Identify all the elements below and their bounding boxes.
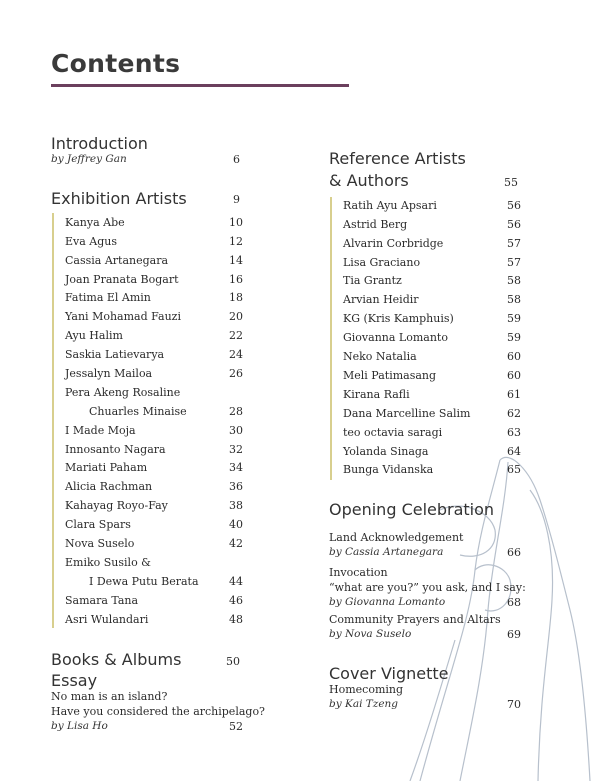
- list-item-page: 26: [229, 367, 243, 380]
- list-item: Cassia Artanegara: [65, 254, 169, 267]
- list-item: Innosanto Nagara: [65, 443, 166, 456]
- list-item: Arvian Heidir: [343, 293, 419, 306]
- list-item: KG (Kris Kamphuis): [343, 312, 454, 325]
- exhibition-accent-bar: [52, 213, 54, 628]
- list-item: Clara Spars: [65, 518, 131, 531]
- list-item: Fatima El Amin: [65, 291, 151, 304]
- essay-page: 52: [229, 720, 243, 733]
- title-rule: [51, 84, 349, 87]
- list-item: Tia Grantz: [343, 274, 402, 287]
- essay-author: by Lisa Ho: [51, 720, 108, 732]
- list-item: Yolanda Sinaga: [343, 445, 429, 458]
- exhibition-page: 9: [233, 193, 240, 206]
- invocation-title: Invocation: [329, 566, 388, 579]
- list-item-page: 30: [229, 424, 243, 437]
- essay-title-line-1: No man is an island?: [51, 690, 168, 703]
- page-title: Contents: [51, 49, 181, 78]
- list-item-page: 34: [229, 461, 243, 474]
- community-prayers-author: by Nova Suselo: [329, 628, 412, 640]
- list-item-page: 44: [229, 575, 243, 588]
- list-item: Emiko Susilo &: [65, 556, 151, 569]
- list-item-page: 16: [229, 273, 243, 286]
- list-item: Joan Pranata Bogart: [65, 273, 179, 286]
- cover-vignette-title: Homecoming: [329, 683, 404, 696]
- list-item-page: 48: [229, 613, 243, 626]
- list-item-page: 20: [229, 310, 243, 323]
- list-item: Dana Marcelline Salim: [343, 407, 471, 420]
- list-item-page: 63: [507, 426, 521, 439]
- list-item-page: 57: [507, 256, 521, 269]
- list-item: Jessalyn Mailoa: [65, 367, 153, 380]
- section-heading-reference-artists: Reference Artists: [329, 149, 466, 168]
- figure-sketch-illustration: [380, 440, 606, 781]
- community-prayers-title: Community Prayers and Altars: [329, 613, 501, 626]
- list-item-page: 60: [507, 350, 521, 363]
- section-heading-books-albums: Books & Albums: [51, 650, 182, 669]
- list-item-page: 60: [507, 369, 521, 382]
- list-item: Lisa Graciano: [343, 256, 421, 269]
- list-item: Ayu Halim: [65, 329, 123, 342]
- list-item-page: 36: [229, 480, 243, 493]
- list-item-page: 58: [507, 274, 521, 287]
- list-item-page: 18: [229, 291, 243, 304]
- list-item: Alvarin Corbridge: [343, 237, 444, 250]
- list-item: Kahayag Royo-Fay: [65, 499, 168, 512]
- list-item-page: 62: [507, 407, 521, 420]
- invocation-author: by Giovanna Lomanto: [329, 596, 446, 608]
- list-item: Asri Wulandari: [65, 613, 149, 626]
- list-item: Mariati Paham: [65, 461, 148, 474]
- list-item-page: 56: [507, 218, 521, 231]
- list-item-page: 59: [507, 331, 521, 344]
- list-item: Saskia Latievarya: [65, 348, 165, 361]
- section-heading-cover-vignette: Cover Vignette: [329, 664, 449, 683]
- list-item: Meli Patimasang: [343, 369, 437, 382]
- list-item: Kirana Rafli: [343, 388, 410, 401]
- list-item: Alicia Rachman: [65, 480, 153, 493]
- list-item-page: 10: [229, 216, 243, 229]
- intro-author: by Jeffrey Gan: [51, 153, 127, 165]
- land-acknowledgement-page: 66: [507, 546, 521, 559]
- list-item-page: 42: [229, 537, 243, 550]
- invocation-page: 68: [507, 596, 521, 609]
- list-item-page: 61: [507, 388, 521, 401]
- list-item-page: 22: [229, 329, 243, 342]
- community-prayers-page: 69: [507, 628, 521, 641]
- list-item: Neko Natalia: [343, 350, 417, 363]
- list-item: teo octavia saragi: [343, 426, 443, 439]
- list-item: Ratih Ayu Apsari: [343, 199, 437, 212]
- list-item-page: 57: [507, 237, 521, 250]
- cover-vignette-page: 70: [507, 698, 521, 711]
- list-item: Chuarles Minaise: [89, 405, 187, 418]
- reference-accent-bar: [330, 197, 332, 480]
- list-item: I Made Moja: [65, 424, 136, 437]
- list-item: Giovanna Lomanto: [343, 331, 448, 344]
- list-item-page: 28: [229, 405, 243, 418]
- list-item-page: 38: [229, 499, 243, 512]
- list-item: Eva Agus: [65, 235, 118, 248]
- section-heading-exhibition-artists: Exhibition Artists: [51, 189, 187, 208]
- list-item-page: 46: [229, 594, 243, 607]
- list-item-page: 64: [507, 445, 521, 458]
- list-item-page: 56: [507, 199, 521, 212]
- section-heading-essay: Essay: [51, 671, 98, 690]
- cover-vignette-author: by Kai Tzeng: [329, 698, 399, 710]
- list-item: Nova Suselo: [65, 537, 135, 550]
- list-item: Bunga Vidanska: [343, 463, 434, 476]
- list-item-page: 24: [229, 348, 243, 361]
- list-item-page: 59: [507, 312, 521, 325]
- list-item: Yani Mohamad Fauzi: [65, 310, 181, 323]
- land-acknowledgement-author: by Cassia Artanegara: [329, 546, 444, 558]
- list-item-page: 32: [229, 443, 243, 456]
- list-item-page: 12: [229, 235, 243, 248]
- list-item-page: 58: [507, 293, 521, 306]
- reference-page: 55: [504, 176, 518, 189]
- list-item: Samara Tana: [65, 594, 139, 607]
- list-item: Pera Akeng Rosaline: [65, 386, 181, 399]
- section-heading-reference-authors: & Authors: [329, 171, 409, 190]
- section-heading-introduction: Introduction: [51, 134, 148, 153]
- books-page: 50: [226, 655, 240, 668]
- land-acknowledgement-title: Land Acknowledgement: [329, 531, 464, 544]
- list-item-page: 40: [229, 518, 243, 531]
- section-heading-opening-celebration: Opening Celebration: [329, 500, 495, 519]
- intro-page: 6: [233, 153, 240, 166]
- list-item: Kanya Abe: [65, 216, 125, 229]
- list-item: I Dewa Putu Berata: [89, 575, 199, 588]
- essay-title-line-2: Have you considered the archipelago?: [51, 705, 265, 718]
- invocation-subtitle: “what are you?” you ask, and I say:: [329, 581, 526, 594]
- list-item-page: 14: [229, 254, 243, 267]
- list-item: Astrid Berg: [343, 218, 408, 231]
- list-item-page: 65: [507, 463, 521, 476]
